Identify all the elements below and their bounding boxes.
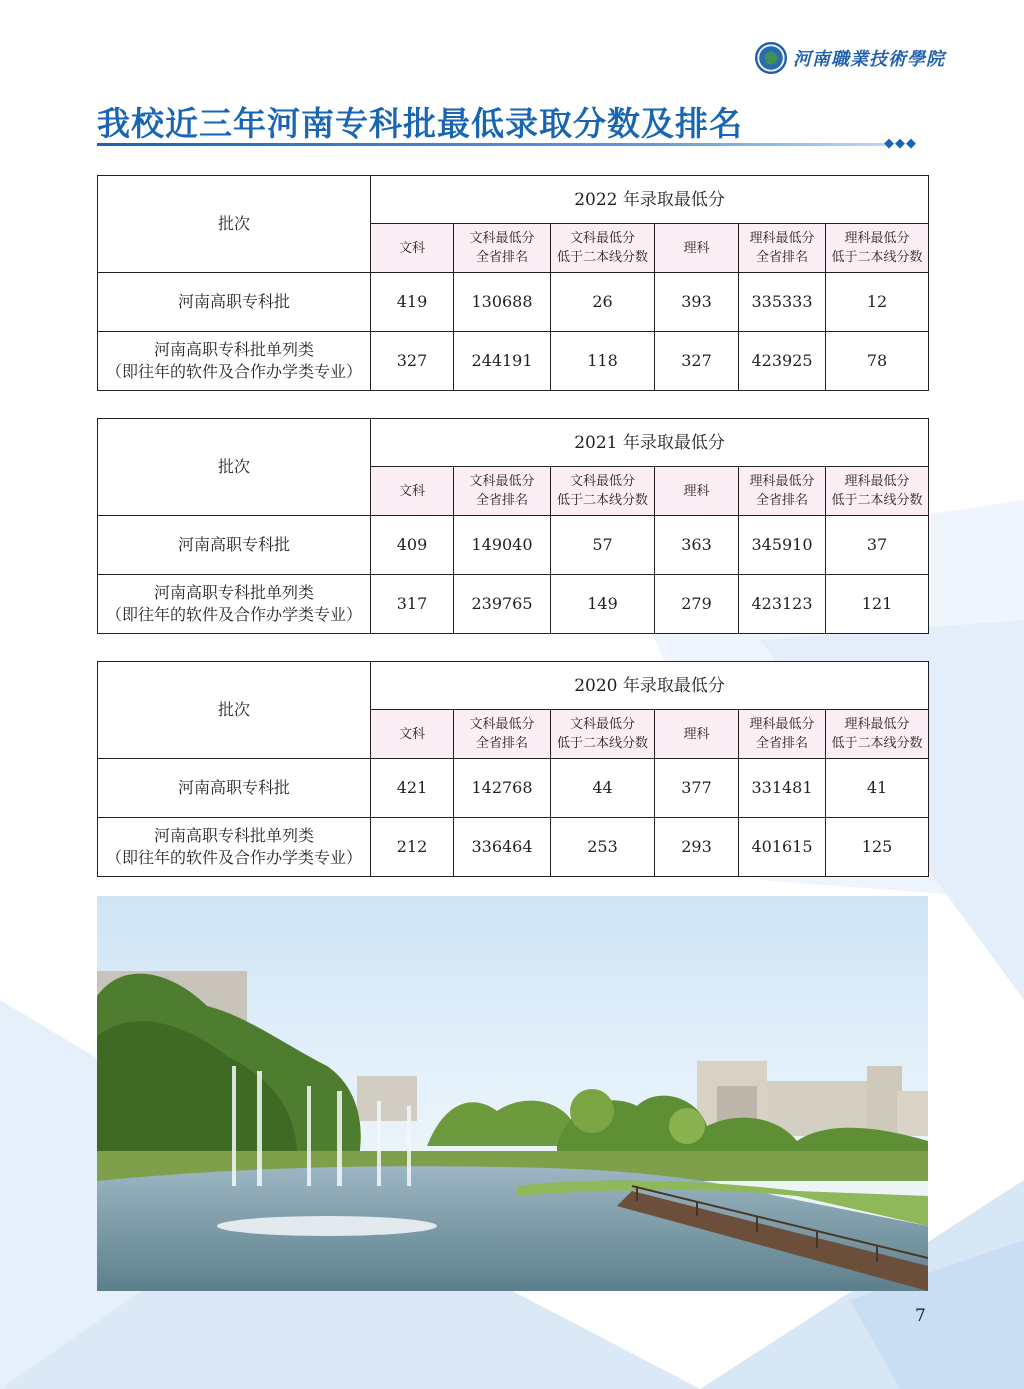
year-title: 2020 年录取最低分	[371, 662, 929, 710]
school-name: 河南職業技術學院	[793, 49, 945, 70]
wenke-score-cell: 421	[371, 759, 454, 818]
like-diff-cell: 78	[826, 332, 929, 391]
wenke-diff-header-line: 低于二本线分数	[556, 736, 648, 751]
like-score-cell: 377	[655, 759, 739, 818]
wenke-rank-header	[454, 710, 551, 759]
like-diff-cell: 41	[826, 759, 929, 818]
wenke-rank-cell: 239765	[454, 575, 551, 634]
wenke-diff-cell: 44	[551, 759, 655, 818]
batch-name	[98, 818, 371, 877]
batch-name-line: （即往年的软件及合作办学类专业）	[105, 848, 362, 867]
like-score-cell: 363	[655, 516, 739, 575]
wenke-header	[371, 710, 454, 759]
table-row	[98, 818, 929, 877]
like-rank-cell: 423123	[739, 575, 826, 634]
like-diff-header	[826, 467, 929, 516]
batch-name-line: （即往年的软件及合作办学类专业）	[105, 605, 362, 624]
wenke-score-cell: 327	[371, 332, 454, 391]
wenke-rank-header-line: 文科最低分	[469, 231, 535, 246]
like-diff-cell: 12	[826, 273, 929, 332]
like-header-line: 理科	[683, 726, 710, 742]
wenke-rank-header-line: 全省排名	[475, 250, 528, 265]
like-rank-header-line: 理科最低分	[749, 231, 815, 246]
like-score-cell: 279	[655, 575, 739, 634]
batch-name	[98, 759, 371, 818]
like-rank-cell: 335333	[739, 273, 826, 332]
wenke-header	[371, 224, 454, 273]
like-score-cell: 293	[655, 818, 739, 877]
like-diff-header-line: 理科最低分	[844, 474, 910, 489]
school-seal-icon	[755, 42, 787, 74]
wenke-diff-cell: 26	[551, 273, 655, 332]
like-score-cell: 393	[655, 273, 739, 332]
batch-name-line: 河南高职专科批单列类	[153, 826, 314, 845]
like-diff-header-line: 低于二本线分数	[831, 736, 923, 751]
table-row	[98, 575, 929, 634]
wenke-rank-cell: 142768	[454, 759, 551, 818]
wenke-header-line: 文科	[398, 726, 425, 742]
like-rank-cell: 331481	[739, 759, 826, 818]
like-rank-cell: 401615	[739, 818, 826, 877]
batch-name-line: 河南高职专科批	[177, 778, 290, 797]
like-rank-cell: 423925	[739, 332, 826, 391]
wenke-diff-header-line: 低于二本线分数	[556, 250, 648, 265]
like-header	[655, 224, 739, 273]
wenke-diff-cell: 118	[551, 332, 655, 391]
wenke-rank-cell: 244191	[454, 332, 551, 391]
like-rank-header-line: 全省排名	[755, 736, 808, 751]
batch-name	[98, 332, 371, 391]
table-row	[98, 332, 929, 391]
like-diff-header	[826, 224, 929, 273]
like-score-cell: 327	[655, 332, 739, 391]
wenke-header-line: 文科	[398, 483, 425, 499]
score-table	[97, 175, 929, 391]
table-row	[98, 273, 929, 332]
table-row	[98, 759, 929, 818]
wenke-rank-header-line: 全省排名	[475, 493, 528, 508]
like-diff-header-line: 理科最低分	[844, 231, 910, 246]
like-diff-cell: 121	[826, 575, 929, 634]
like-rank-header	[739, 710, 826, 759]
wenke-diff-cell: 57	[551, 516, 655, 575]
like-rank-cell: 345910	[739, 516, 826, 575]
wenke-rank-header	[454, 224, 551, 273]
title-diamond-ornament: ◆◆◆	[884, 136, 917, 151]
wenke-score-cell: 409	[371, 516, 454, 575]
wenke-rank-cell: 149040	[454, 516, 551, 575]
batch-name-line: （即往年的软件及合作办学类专业）	[105, 362, 362, 381]
wenke-diff-cell: 253	[551, 818, 655, 877]
wenke-rank-header-line: 全省排名	[475, 736, 528, 751]
like-rank-header	[739, 467, 826, 516]
page-number: 7	[915, 1306, 926, 1326]
school-logo	[755, 40, 945, 76]
wenke-diff-header	[551, 710, 655, 759]
like-header-line: 理科	[683, 483, 710, 499]
batch-name-line: 河南高职专科批	[177, 535, 290, 554]
wenke-score-cell: 212	[371, 818, 454, 877]
like-diff-cell: 37	[826, 516, 929, 575]
title-underline	[97, 143, 885, 146]
like-diff-header-line: 低于二本线分数	[831, 493, 923, 508]
like-diff-cell: 125	[826, 818, 929, 877]
score-table	[97, 418, 929, 634]
wenke-rank-header-line: 文科最低分	[469, 474, 535, 489]
year-title: 2021 年录取最低分	[371, 419, 929, 467]
wenke-diff-header-line: 低于二本线分数	[556, 493, 648, 508]
like-rank-header	[739, 224, 826, 273]
campus-photo	[97, 896, 928, 1291]
like-rank-header-line: 全省排名	[755, 493, 808, 508]
like-diff-header	[826, 710, 929, 759]
wenke-rank-header-line: 文科最低分	[469, 717, 535, 732]
score-table	[97, 661, 929, 877]
wenke-header-line: 文科	[398, 240, 425, 256]
like-header-line: 理科	[683, 240, 710, 256]
like-header	[655, 710, 739, 759]
like-rank-header-line: 全省排名	[755, 250, 808, 265]
wenke-rank-cell: 130688	[454, 273, 551, 332]
wenke-score-cell: 317	[371, 575, 454, 634]
year-title: 2022 年录取最低分	[371, 176, 929, 224]
campus-lake-illustration	[97, 896, 928, 1291]
wenke-header	[371, 467, 454, 516]
wenke-diff-header	[551, 467, 655, 516]
like-diff-header-line: 低于二本线分数	[831, 250, 923, 265]
like-diff-header-line: 理科最低分	[844, 717, 910, 732]
batch-name	[98, 575, 371, 634]
batch-header: 批次	[98, 419, 371, 516]
wenke-diff-header	[551, 224, 655, 273]
like-rank-header-line: 理科最低分	[749, 717, 815, 732]
wenke-score-cell: 419	[371, 273, 454, 332]
wenke-diff-header-line: 文科最低分	[569, 474, 635, 489]
batch-name-line: 河南高职专科批单列类	[153, 583, 314, 602]
page-title: 我校近三年河南专科批最低录取分数及排名	[97, 104, 743, 143]
wenke-rank-header	[454, 467, 551, 516]
table-row	[98, 516, 929, 575]
batch-name-line: 河南高职专科批	[177, 292, 290, 311]
batch-name	[98, 273, 371, 332]
batch-name	[98, 516, 371, 575]
wenke-diff-header-line: 文科最低分	[569, 717, 635, 732]
like-header	[655, 467, 739, 516]
wenke-rank-cell: 336464	[454, 818, 551, 877]
batch-header: 批次	[98, 176, 371, 273]
wenke-diff-cell: 149	[551, 575, 655, 634]
wenke-diff-header-line: 文科最低分	[569, 231, 635, 246]
like-rank-header-line: 理科最低分	[749, 474, 815, 489]
batch-name-line: 河南高职专科批单列类	[153, 340, 314, 359]
batch-header: 批次	[98, 662, 371, 759]
